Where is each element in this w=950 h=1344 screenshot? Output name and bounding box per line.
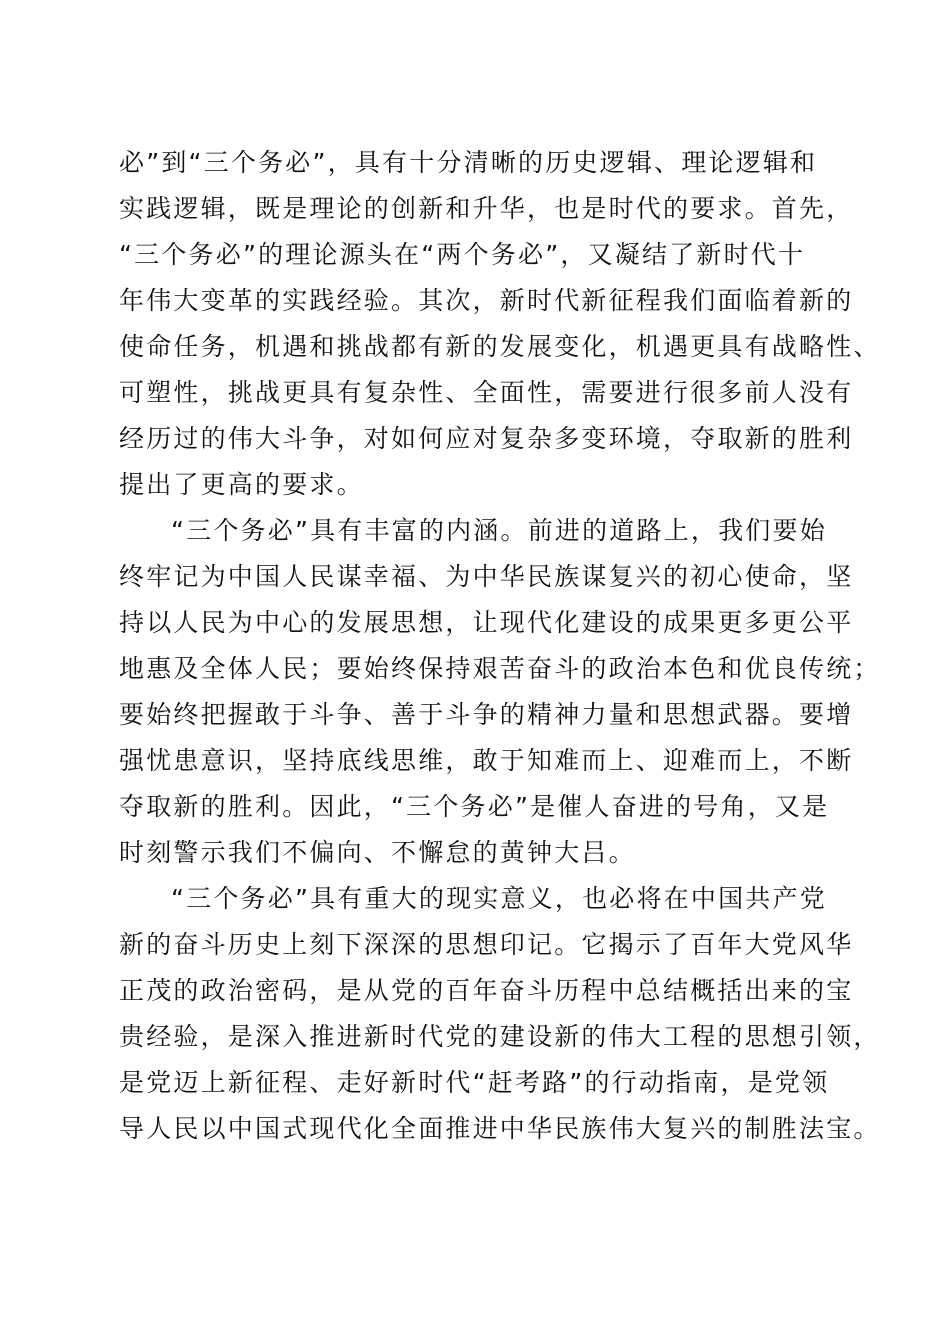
text-line: 时刻警示我们不偏向、不懈怠的黄钟大吕。 [119, 838, 636, 867]
text-line: 使命任务，机遇和挑战都有新的发展变化，机遇更具有战略性、 [119, 332, 881, 361]
text-line: 新的奋斗历史上刻下深深的思想印记。它揭示了百年大党风华 [119, 930, 854, 959]
text-line: 是党迈上新征程、走好新时代“赶考路”的行动指南，是党领 [119, 1068, 830, 1097]
text-line: 贵经验，是深入推进新时代党的建设新的伟大工程的思想引领， [119, 1022, 881, 1051]
text-line: 终牢记为中国人民谋幸福、为中华民族谋复兴的初心使命，坚 [119, 562, 854, 591]
text-line: 持以人民为中心的发展思想，让现代化建设的成果更多更公平 [119, 608, 854, 637]
text-line: “三个务必”的理论源头在“两个务必”，又凝结了新时代十 [119, 240, 806, 269]
text-line-first-indented: “三个务必”具有丰富的内涵。前进的道路上，我们要始 [171, 516, 827, 545]
text-line: 经历过的伟大斗争，对如何应对复杂多变环境，夺取新的胜利 [119, 424, 854, 453]
text-line: 必”到“三个务必”，具有十分清晰的历史逻辑、理论逻辑和 [119, 148, 818, 177]
text-line: 地惠及全体人民；要始终保持艰苦奋斗的政治本色和优良传统； [119, 654, 881, 683]
paragraph-3 [119, 876, 881, 1152]
text-line: 强忧患意识，坚持底线思维，敢于知难而上、迎难而上，不断 [119, 746, 854, 775]
text-line: 导人民以中国式现代化全面推进中华民族伟大复兴的制胜法宝。 [119, 1114, 881, 1143]
text-line: 实践逻辑，既是理论的创新和升华，也是时代的要求。首先， [119, 194, 854, 223]
text-line: 要始终把握敢于斗争、善于斗争的精神力量和思想武器。要增 [119, 700, 854, 729]
document-body [119, 140, 881, 1152]
text-line: 正茂的政治密码，是从党的百年奋斗历程中总结概括出来的宝 [119, 976, 854, 1005]
text-line: 夺取新的胜利。因此，“三个务必”是催人奋进的号角，又是 [119, 792, 830, 821]
text-line: 年伟大变革的实践经验。其次，新时代新征程我们面临着新的 [119, 286, 854, 315]
paragraph-2 [119, 508, 881, 876]
text-line: 提出了更高的要求。 [119, 470, 364, 499]
text-line-first-indented: “三个务必”具有重大的现实意义，也必将在中国共产党 [171, 884, 827, 913]
paragraph-1 [119, 140, 881, 508]
text-line: 可塑性，挑战更具有复杂性、全面性，需要进行很多前人没有 [119, 378, 854, 407]
